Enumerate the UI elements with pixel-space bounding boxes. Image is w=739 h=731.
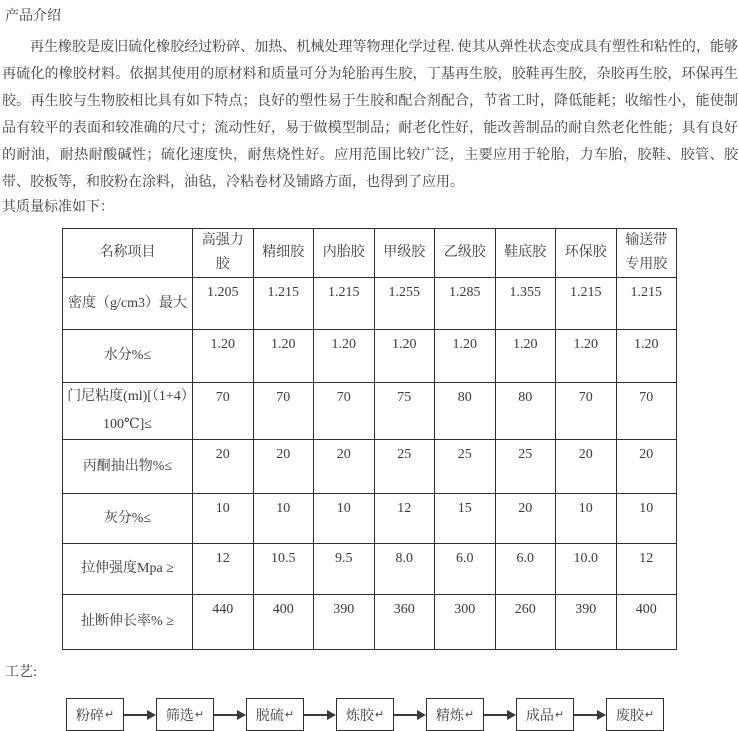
flow-step-label: 筛选 bbox=[165, 708, 194, 724]
flow-step-crushing bbox=[66, 698, 124, 731]
table-cell: 10 bbox=[193, 494, 254, 544]
table-row-mooney-viscosity bbox=[63, 383, 677, 440]
quality-standards-table bbox=[62, 228, 677, 650]
table-cell: 25 bbox=[435, 440, 496, 494]
return-mark-icon: ↵ bbox=[284, 708, 295, 721]
return-mark-icon: ↵ bbox=[644, 708, 655, 721]
return-mark-icon: ↵ bbox=[104, 708, 115, 721]
flow-step-label: 脱硫 bbox=[255, 708, 284, 724]
table-cell: 390 bbox=[556, 595, 617, 650]
table-cell: 1.205 bbox=[193, 278, 254, 330]
flow-step-label: 炼胶 bbox=[345, 708, 374, 724]
arrow-right-icon bbox=[214, 710, 246, 720]
table-cell: 300 bbox=[435, 595, 496, 650]
table-cell: 6.0 bbox=[495, 544, 556, 595]
arrow-right-icon bbox=[304, 710, 336, 720]
table-cell: 15 bbox=[435, 494, 496, 544]
table-cell: 6.0 bbox=[435, 544, 496, 595]
row-label: 门尼粘度(ml)[（1+4）100℃]≤ bbox=[63, 383, 193, 440]
column-header: 精细胶 bbox=[253, 229, 314, 278]
table-cell: 400 bbox=[616, 595, 677, 650]
column-header: 输送带专用胶 bbox=[616, 229, 677, 278]
table-cell: 1.20 bbox=[435, 330, 496, 383]
table-cell: 12 bbox=[616, 544, 677, 595]
table-row-ash bbox=[63, 494, 677, 544]
column-header: 乙级胶 bbox=[435, 229, 496, 278]
table-cell: 1.215 bbox=[314, 278, 375, 330]
table-row-tensile-strength bbox=[63, 544, 677, 595]
page-title: 产品介绍 bbox=[5, 9, 61, 24]
table-cell: 70 bbox=[193, 383, 254, 440]
column-header: 甲级胶 bbox=[374, 229, 435, 278]
table-cell: 10.0 bbox=[556, 544, 617, 595]
table-cell: 20 bbox=[616, 440, 677, 494]
table-cell: 70 bbox=[314, 383, 375, 440]
table-cell: 1.20 bbox=[253, 330, 314, 383]
table-cell: 70 bbox=[556, 383, 617, 440]
table-cell: 360 bbox=[374, 595, 435, 650]
return-mark-icon: ↵ bbox=[554, 708, 565, 721]
row-label: 拉伸强度Mpa ≥ bbox=[63, 544, 193, 595]
table-cell: 390 bbox=[314, 595, 375, 650]
table-cell: 1.285 bbox=[435, 278, 496, 330]
table-cell: 20 bbox=[253, 440, 314, 494]
table-cell: 1.215 bbox=[556, 278, 617, 330]
table-cell: 70 bbox=[253, 383, 314, 440]
table-cell: 10 bbox=[556, 494, 617, 544]
flow-step-desulfurization bbox=[246, 698, 304, 731]
table-cell: 20 bbox=[314, 440, 375, 494]
table-header-row bbox=[63, 229, 677, 278]
table-cell: 1.20 bbox=[374, 330, 435, 383]
table-cell: 1.20 bbox=[193, 330, 254, 383]
table-cell: 10 bbox=[253, 494, 314, 544]
flow-step-label: 成品 bbox=[525, 708, 554, 724]
table-cell: 75 bbox=[374, 383, 435, 440]
table-cell: 25 bbox=[495, 440, 556, 494]
flow-step-label: 精炼 bbox=[435, 708, 464, 724]
table-cell: 20 bbox=[556, 440, 617, 494]
flow-step-label: 废胶 bbox=[615, 708, 644, 724]
table-row-elongation bbox=[63, 595, 677, 650]
table-cell: 1.20 bbox=[314, 330, 375, 383]
arrow-right-icon bbox=[394, 710, 426, 720]
flow-step-label: 粉碎 bbox=[75, 708, 104, 724]
flow-step-refining bbox=[426, 698, 484, 731]
return-mark-icon: ↵ bbox=[464, 708, 475, 721]
table-cell: 1.215 bbox=[616, 278, 677, 330]
flow-step-finished-product bbox=[516, 698, 574, 731]
table-cell: 1.355 bbox=[495, 278, 556, 330]
row-label: 丙酮抽出物%≤ bbox=[63, 440, 193, 494]
row-label: 扯断伸长率% ≥ bbox=[63, 595, 193, 650]
table-cell: 20 bbox=[495, 494, 556, 544]
table-cell: 12 bbox=[374, 494, 435, 544]
table-cell: 25 bbox=[374, 440, 435, 494]
table-cell: 1.20 bbox=[556, 330, 617, 383]
standards-note: 其质量标准如下： bbox=[2, 200, 114, 215]
document-page bbox=[0, 8, 739, 731]
table-cell: 1.20 bbox=[616, 330, 677, 383]
table-cell: 10 bbox=[314, 494, 375, 544]
intro-paragraph: 再生橡胶是废旧硫化橡胶经过粉碎、加热、机械处理等物理化学过程. 使其从弹性状态变成具有塑性和粘性的，能够再硫化的橡胶材料。依据其使用的原材料和质量可分为轮胎再生胶，丁基再生胶，胶鞋再生胶，杂胶再生胶，环保再生胶。再生胶与生物胶相比具有如下特点；良好的塑性易于生胶和配合剂配合，节省工时，降低能耗；收缩性小，能使制品有较平的表面和较准确的尺寸；流动性好，易于做模型制品；耐老化性好，能改善制品的耐自然老化性能；具有良好的耐油，耐热耐酸碱性；硫化速度快，耐焦烧性好。应用范围比较广泛，主要应用于轮胎，力车胎，胶鞋、胶管、胶带、胶板等，和胶粉在涂料，油毡，冷粘卷材及铺路方面，也得到了应用。 bbox=[2, 40, 738, 190]
table-cell: 9.5 bbox=[314, 544, 375, 595]
table-cell: 440 bbox=[193, 595, 254, 650]
table-cell: 1.255 bbox=[374, 278, 435, 330]
table-cell: 12 bbox=[193, 544, 254, 595]
row-label: 灰分%≤ bbox=[63, 494, 193, 544]
row-label: 密度（g/cm3）最大 bbox=[63, 278, 193, 330]
flow-step-screening bbox=[156, 698, 214, 731]
table-cell: 1.20 bbox=[495, 330, 556, 383]
table-cell: 80 bbox=[495, 383, 556, 440]
table-cell: 400 bbox=[253, 595, 314, 650]
column-header: 环保胶 bbox=[556, 229, 617, 278]
table-cell: 70 bbox=[616, 383, 677, 440]
table-cell: 8.0 bbox=[374, 544, 435, 595]
column-header-name: 名称项目 bbox=[63, 229, 193, 278]
arrow-right-icon bbox=[484, 710, 516, 720]
table-row-density bbox=[63, 278, 677, 330]
arrow-right-icon bbox=[574, 710, 606, 720]
table-cell: 1.215 bbox=[253, 278, 314, 330]
flow-step-waste-rubber bbox=[606, 698, 664, 731]
table-cell: 10.5 bbox=[253, 544, 314, 595]
return-mark-icon: ↵ bbox=[194, 708, 205, 721]
column-header: 内胎胶 bbox=[314, 229, 375, 278]
row-label: 水分%≤ bbox=[63, 330, 193, 383]
column-header: 鞋底胶 bbox=[495, 229, 556, 278]
table-cell: 260 bbox=[495, 595, 556, 650]
column-header: 高强力胶 bbox=[193, 229, 254, 278]
process-section-label: 工艺: bbox=[5, 665, 37, 680]
arrow-right-icon bbox=[124, 710, 156, 720]
table-cell: 20 bbox=[193, 440, 254, 494]
return-mark-icon: ↵ bbox=[374, 708, 385, 721]
table-row-acetone-extract bbox=[63, 440, 677, 494]
process-flow-diagram bbox=[66, 698, 739, 731]
table-row-moisture bbox=[63, 330, 677, 383]
flow-step-milling bbox=[336, 698, 394, 731]
table-cell: 10 bbox=[616, 494, 677, 544]
table-cell: 80 bbox=[435, 383, 496, 440]
